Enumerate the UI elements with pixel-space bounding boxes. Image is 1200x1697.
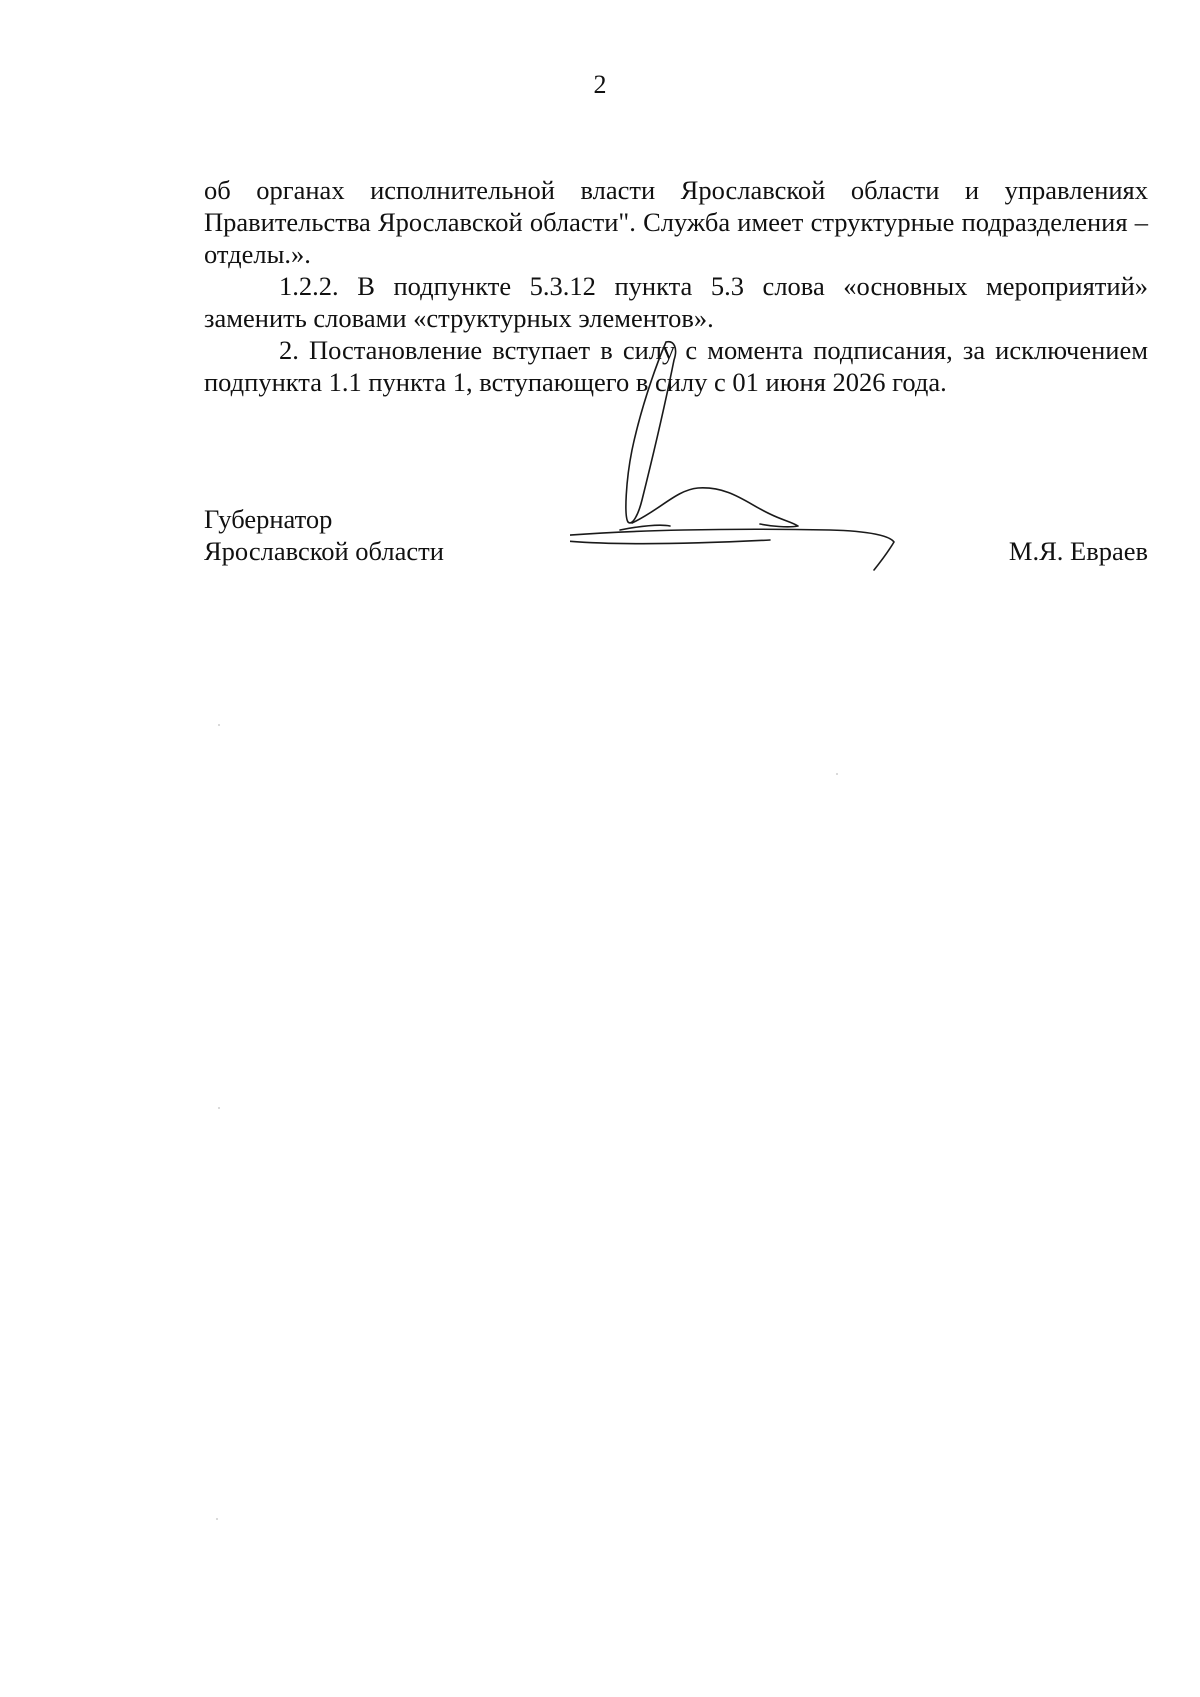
signer-name: М.Я. Евраев — [1008, 536, 1148, 566]
paragraph-continuation: об органах исполнительной власти Ярославской области и управлениях Правительства Ярославской области". Служба имеет структурные подразделения – отделы.». — [204, 175, 1148, 269]
scan-artifact — [216, 1518, 218, 1520]
signer-title-line2: Ярославской области — [204, 536, 444, 566]
signer-title — [204, 503, 444, 567]
scan-artifact — [218, 1107, 220, 1109]
signature-loop — [626, 342, 676, 523]
signature-underline-stroke — [632, 488, 798, 527]
page-number: 2 — [593, 70, 607, 99]
paragraph-1-2-2: 1.2.2. В подпункте 5.3.12 пункта 5.3 слова «основных мероприятий» заменить словами «структурных элементов». — [204, 271, 1148, 333]
scan-artifact — [218, 724, 220, 726]
signer-title-line1: Губернатор — [204, 504, 333, 534]
signature-hook — [620, 525, 670, 530]
scan-artifact — [836, 773, 838, 775]
paragraph-2: 2. Постановление вступает в силу с момента подписания, за исключением подпункта 1.1 пункта 1, вступающего в силу с 01 июня 2026 года. — [204, 335, 1148, 397]
signature-base-line — [570, 529, 894, 570]
signature-lower-line — [570, 540, 770, 544]
handwritten-signature — [570, 340, 970, 640]
